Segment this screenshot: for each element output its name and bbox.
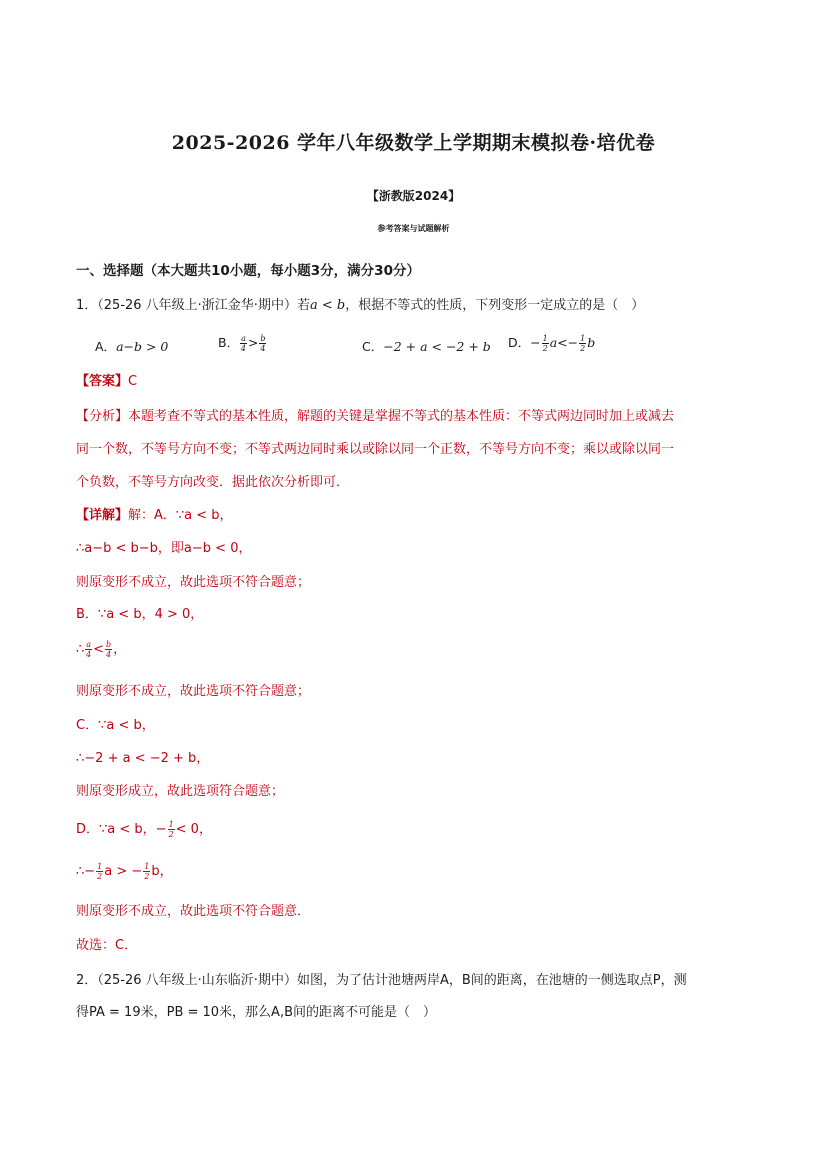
fraction-b-over-4 — [105, 640, 112, 659]
q1-option-a-math: a−b > 0 — [116, 339, 169, 354]
fraction-b-over-4 — [259, 334, 266, 353]
detail-text: 解：A．∵a < b， — [128, 508, 233, 523]
q1-option-a — [95, 337, 168, 355]
detail-text: b， — [151, 864, 173, 879]
fraction-one-half — [143, 862, 150, 881]
q1-option-a-label: A． — [95, 339, 117, 354]
question-2-stem-line-1: 2．（25-26 八年级上·山东临沂·期中）如图，为了估计池塘两岸A，B间的距离，在池塘的一侧选取点P，测 — [76, 973, 687, 988]
fraction-one-half — [579, 334, 586, 353]
q1-stem-prefix: 1．（25-26 八年级上·浙江金华·期中）若 — [76, 298, 310, 313]
q1-detail-line-5 — [76, 640, 126, 659]
q1-option-c-label: C． — [362, 339, 384, 354]
q1-option-c — [362, 337, 491, 355]
frac-num: 1 — [580, 334, 586, 343]
lt-symbol: < — [93, 642, 104, 657]
frac-den: 2 — [144, 872, 150, 881]
frac-den: 4 — [260, 344, 266, 353]
frac-den: 2 — [542, 344, 548, 353]
frac-num: b — [260, 334, 266, 343]
frac-den: 2 — [580, 344, 586, 353]
answer-value: C — [128, 374, 138, 389]
detail-text: a > − — [104, 864, 143, 879]
q1-analysis-line-1: 【分析】本题考查不等式的基本性质，解题的关键是掌握不等式的基本性质：不等式两边同时加上或减去 — [76, 409, 675, 424]
q1-detail-line-13: 故选：C． — [76, 938, 138, 953]
q1-stem-suffix: ，根据不等式的性质，下列变形一定成立的是（ ） — [345, 298, 645, 313]
q1-option-c-math: −2 + a < −2 + b — [383, 339, 491, 354]
frac-den: 4 — [86, 650, 92, 659]
frac-num: a — [86, 640, 92, 649]
q1-option-b — [218, 333, 267, 353]
section-heading: 一、选择题（本大题共10小题，每小题3分，满分30分） — [76, 263, 420, 279]
q1-detail-line-10 — [76, 820, 212, 839]
question-1-stem — [76, 297, 644, 315]
q1-detail-line-7: C．∵a < b， — [76, 718, 155, 733]
q1-detail-line-6: 则原变形不成立，故此选项不符合题意； — [76, 684, 311, 699]
frac-num: 1 — [97, 862, 103, 871]
q1-answer — [76, 373, 137, 391]
q1-detail-line-9: 则原变形成立，故此选项符合题意； — [76, 784, 285, 799]
q1-detail-line-2: ∴a−b < b−b，即a−b < 0， — [76, 541, 252, 556]
frac-num: 1 — [168, 820, 174, 829]
frac-den: 4 — [240, 344, 247, 353]
var-b: b — [587, 335, 596, 350]
q1-stem-condition: a < b — [309, 298, 346, 313]
fraction-a-over-4 — [240, 334, 247, 353]
fraction-a-over-4 — [85, 640, 92, 659]
edition-label: 【浙教版2024】 — [366, 189, 461, 203]
q1-detail-line-11 — [76, 862, 173, 881]
fraction-one-half — [96, 862, 103, 881]
frac-num: 1 — [542, 334, 548, 343]
q1-detail-line-12: 则原变形不成立，故此选项不符合题意． — [76, 904, 311, 919]
q1-detail-line-3: 则原变形不成立，故此选项不符合题意； — [76, 575, 311, 590]
frac-num: a — [241, 334, 246, 343]
q1-analysis-line-2: 同一个数，不等号方向不变；不等式两边同时乘以或除以同一个正数，不等号方向不变；乘以或除以同一 — [76, 442, 675, 457]
fraction-one-half — [168, 820, 175, 839]
q1-option-d: D．− $\frac{1}{2}$ a<− $\frac{1}{2}$ b — [508, 334, 596, 353]
answer-subtitle: 参考答案与试题解析 — [377, 224, 450, 233]
detail-text: ∴− — [76, 864, 96, 879]
detail-text: < 0， — [175, 822, 212, 837]
frac-den: 2 — [168, 830, 174, 839]
q1-analysis-line-3: 个负数，不等号方向改变．据此依次分析即可． — [76, 475, 350, 490]
var-a: a — [549, 335, 558, 350]
answer-label: 【答案】 — [76, 374, 129, 389]
detail-text: D．∵a < b，− — [76, 822, 167, 837]
detail-label: 【详解】 — [76, 508, 129, 523]
document-title: 2025-2026 学年八年级数学上学期期末模拟卷·培优卷 — [171, 132, 656, 154]
therefore-symbol: ∴ — [76, 642, 85, 657]
q1-detail-line-8: ∴−2 + a < −2 + b， — [76, 751, 210, 766]
q1-detail-line-1 — [76, 507, 233, 525]
q1-detail-line-4: B．∵a < b，4 > 0， — [76, 607, 204, 622]
comma: ， — [113, 642, 127, 657]
q1-option-d-label: D． — [508, 335, 531, 350]
q1-option-b-gt: > — [247, 335, 259, 350]
frac-den: 4 — [105, 650, 112, 659]
question-2-stem-line-2: 得PA = 19米，PB = 10米，那么A,B间的距离不可能是（ ） — [76, 1005, 437, 1020]
frac-num: b — [105, 640, 112, 649]
frac-den: 2 — [97, 872, 103, 881]
q1-option-d-lt: < — [557, 335, 568, 350]
q1-option-b-label: B． — [218, 335, 240, 350]
fraction-one-half — [542, 334, 549, 353]
frac-num: 1 — [144, 862, 150, 871]
